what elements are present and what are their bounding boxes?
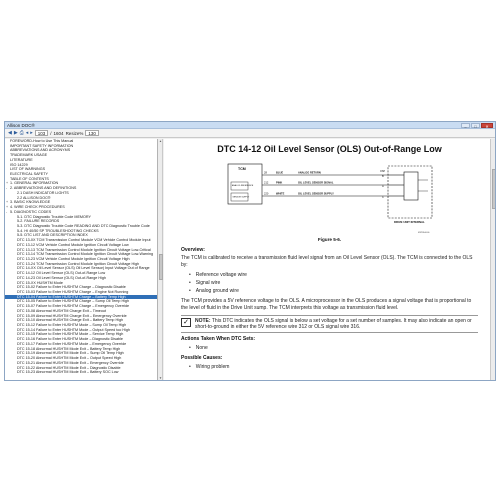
document-scroll-thumb[interactable] <box>492 169 496 209</box>
toc-item-label: DTC 15-10 Abnormal HUSHTM Charge Exit – Battery Temp High <box>17 318 124 323</box>
window-title: Allison DOC® <box>7 122 35 128</box>
toc-item-label: LITERATURE <box>10 157 33 162</box>
sensor-supply-label: SENSOR SUPPLY <box>232 196 250 199</box>
scroll-up-icon[interactable]: ▲ <box>159 139 162 143</box>
pin-letter-1: B <box>382 175 384 178</box>
next-page-icon[interactable]: ▸ <box>30 130 33 136</box>
close-button[interactable]: ✕ <box>481 123 493 128</box>
toc-item-label: DTC 15-04 Failure to Enter HUSHTM Charge – Battery Temp High <box>17 294 126 299</box>
toc-item-label: 2.1 DASH INDICATOR LIGHTS <box>17 190 69 195</box>
toolbar <box>5 129 495 138</box>
toc-item-label: DTC 15-16 Failure to Enter HUSHTM Mode – Diagnostic Disable <box>17 337 123 342</box>
expand-toggle-icon[interactable]: + <box>6 205 9 210</box>
scroll-down-icon[interactable]: ▼ <box>159 376 162 380</box>
toc-item-label: TABLE OF CONTENTS <box>10 176 49 181</box>
oil-level-sensor-box <box>404 172 418 200</box>
note-block <box>181 315 478 333</box>
wire-color-1: BLUE <box>276 171 284 175</box>
page-number-input[interactable]: 103 <box>35 130 49 136</box>
toc-item-label: DTC 15-03 Failure to Enter HUSHTM Charge – Engine Not Running <box>17 290 129 294</box>
toc-item-label: DTC 15-20 Abnormal HUSHTM Mode Exit – Output Speed High <box>17 356 122 361</box>
toc-item-label: DTC 14-XX Oil Level Sensor (OLS) Oil Level Sensor) Input Voltage Out of Range <box>17 266 150 271</box>
wire-pin-1: 28 <box>264 171 267 175</box>
figure-caption: Figure 5-6. <box>317 237 342 242</box>
toc-item-label: 3. BASIC KNOWLEDGE <box>10 200 51 205</box>
wire-signal-3: OIL LEVEL SENSOR SUPPLY <box>298 192 334 196</box>
toc-item-label: TRADEMARK USAGE <box>10 153 48 158</box>
toc-item-label: IMPORTANT SAFETY INFORMATION <box>10 143 74 148</box>
toc-item-label: DTC 15-09 Abnormal HUSHTM Charge Exit – Emergency Override <box>17 313 127 318</box>
actions-heading: Actions Taken When DTC Sets: <box>181 336 256 342</box>
wire-color-3: WHITE <box>276 192 285 196</box>
app-window <box>4 121 496 381</box>
note-text: This DTC indicates the OLS signal is below a set voltage for a set number of samples. It may also indicate an open or short-to-ground in either the 5V reference wire 312 or OLS signal wire 316. <box>195 318 472 330</box>
toc-scrollbar[interactable] <box>158 139 163 381</box>
toc-item-label: DTC 15-23 Abnormal HUSHTM Mode Exit – Battery SOC Low <box>17 370 119 375</box>
toc-item-label: DTC 13-14 TCM Transmission Control Module Ignition Circuit Voltage Low-Warning <box>17 252 154 257</box>
zoom-label: Resize% <box>65 130 84 136</box>
pin-letter-2: A <box>382 185 384 188</box>
minimize-button[interactable]: – <box>461 123 470 128</box>
actions-list <box>189 344 478 352</box>
toc-item-label: 5. DIAGNOSTIC CODES <box>10 209 52 214</box>
toc-item-label: DTC 13-23 VCM Vehicle Control Module Ignition Circuit Voltage High <box>17 256 130 261</box>
wire-color-2: PINK <box>276 181 283 185</box>
toc-item-label: 1. GENERAL INFORMATION <box>10 181 59 186</box>
toc-item-label: DTC 13-13 TCM Transmission Control Module Ignition Circuit Voltage Low-Critical <box>17 247 151 252</box>
toc-item-label: DTC 15-22 Abnormal HUSHTM Mode Exit – Diagnostic Disable <box>17 365 121 370</box>
toc-item-label: DTC 15-18 Abnormal HUSHTM Mode Exit – Battery Temp High <box>17 346 121 351</box>
page-separator: / <box>50 130 52 136</box>
wire-signal-1: ANALOG RETURN <box>298 171 321 175</box>
wiring-diagram <box>222 158 437 236</box>
toc-item-label: DTC 15-02 Failure to Enter HUSHTM Charge – Diagnostic Disable <box>17 285 126 290</box>
toc-item-label: DTC 15-15 Failure to Enter HUSHTM Mode – Service Temp High <box>17 332 124 337</box>
toc-item-label: FOREWORD-How to Use This Manual <box>10 139 74 143</box>
checkbox-note-icon: ✓ <box>181 318 191 327</box>
wire-signal-2: OIL LEVEL SENSOR SIGNAL <box>298 181 334 185</box>
toc-item-label: DTC 13-0X TCM Transmission Control Module VCM Vehicle Control Module Input <box>17 238 151 243</box>
overview-text-2: The TCM provides a 5V reference voltage to the OLS. A microprocessor in the OLS produces a signal voltage that is proportional to the level of fluid in the Drive Unit sump. The TCM interprets this voltage as transmission fluid level. <box>181 298 472 311</box>
toc-item-label: 5-5. DTC LIST AND DESCRIPTION INDEX <box>17 233 88 238</box>
list-item: • Reference voltage wire <box>189 271 478 279</box>
list-item: • Signal wire <box>189 279 478 287</box>
toc-item-label: ELECTRICAL SAFETY <box>10 172 48 177</box>
toc-item-label: 5-1. DTC Diagnostic Trouble Code MEMORY <box>17 214 91 219</box>
toc-item-label: DTC 15-19 Abnormal HUSHTM Mode Exit – Sump Oil Temp High <box>17 351 124 356</box>
toc-item-label: DTC 15-08 Abnormal HUSHTM Charge Exit – Timeout <box>17 308 106 313</box>
list-item: • None <box>189 344 478 352</box>
toc-item-label: 2.2 ALLISON DOC® <box>17 195 51 200</box>
print-icon[interactable]: ⎙ <box>19 130 24 136</box>
toc-item-label: DTC 13-12 VCM Vehicle Control Module Ignition Circuit Voltage Low <box>17 242 129 247</box>
overview-heading: Overview: <box>181 247 205 253</box>
list-item: • Wiring problem <box>189 363 478 371</box>
toc-item-label: DTC 15-17 Failure to Enter HUSHTM Mode – Emergency Override <box>17 341 127 346</box>
forward-icon[interactable]: ▶ <box>13 130 18 136</box>
toc-item-label: DTC 15-05 Failure to Enter HUSHTM Charge – Sump Oil Temp High <box>17 299 130 304</box>
toc-item-label: 5-4. HI 40/50 SP TROUBLESHOOTING CHECKS <box>17 228 99 233</box>
toc-item-label: ISO 14229 <box>10 162 28 167</box>
document-scrollbar[interactable] <box>490 139 496 381</box>
list-item: • Analog ground wire <box>189 287 478 295</box>
part-code: V07126.00.00 <box>418 232 430 234</box>
expand-toggle-icon[interactable]: + <box>6 181 9 186</box>
zoom-input[interactable]: 130 <box>85 130 99 136</box>
causes-list <box>189 363 478 371</box>
wire-pin-2: 212 <box>264 181 269 185</box>
maximize-button[interactable]: □ <box>471 123 480 128</box>
analog-ref-label: ANALOG REFERENCE <box>232 185 254 187</box>
back-icon[interactable]: ◀ <box>8 130 12 136</box>
toc-item-label: ABBREVIATIONS AND ACRONYMS <box>10 148 71 153</box>
toc-item-label: 5-3. DTC Diagnostic Trouble Code READING AND DTC Diagnostic Trouble Code <box>17 223 150 228</box>
drive-unit-box <box>388 166 432 218</box>
toc-item-label: 4. WIRE CHECK PROCEDURES <box>10 205 65 210</box>
connector-id: OSP <box>380 170 386 173</box>
toc-item-label: 5-2. FAILURE RECORDS <box>17 219 60 224</box>
toc-item-label: DTC 15-07 Failure to Enter HUSHTM Charge – Emergency Override <box>17 304 130 309</box>
toc-item-label: DTC 15-XX HUSHTM Mode <box>17 280 63 285</box>
tcm-label: TCM <box>238 167 246 171</box>
drive-unit-label: DRIVE UNIT INTERNAL <box>394 220 425 224</box>
toc-item-label: DTC 15-12 Failure to Enter HUSHTM Mode – Sump Oil Temp High <box>17 323 127 328</box>
toc-item-label: 2. ABBREVIATIONS AND DEFINITIONS <box>10 186 77 191</box>
expand-toggle-icon[interactable]: - <box>6 209 8 214</box>
toc-item-label: LIST OF WARNINGS <box>10 167 46 172</box>
note-label: NOTE: <box>195 318 211 324</box>
expand-toggle-icon[interactable]: + <box>6 200 9 205</box>
prev-page-icon[interactable]: ◂ <box>25 130 29 136</box>
expand-toggle-icon[interactable]: - <box>6 186 8 191</box>
overview-text: The TCM is calibrated to receive a transmission fluid level signal from an Oil Level Sensor (OLS). The TCM is connected to the OLS by: <box>181 255 473 268</box>
table-of-contents-panel <box>5 139 158 381</box>
toc-item-label: DTC 14-23 Oil Level Sensor (OLS) Out-of-Range High <box>17 275 106 280</box>
overview-list <box>189 271 478 295</box>
causes-heading: Possible Causes: <box>181 355 223 361</box>
wire-pin-3: 220 <box>264 192 269 196</box>
pin-letter-3: C <box>382 196 384 199</box>
page-total: 1604 <box>53 130 64 136</box>
toc-item-label: DTC 15-14 Failure to Enter HUSHTM Mode – Output Speed too High <box>17 327 130 332</box>
toc-item-label: DTC 13-24 TCM Transmission Control Module Ignition Circuit Voltage High <box>17 261 140 266</box>
toc-item[interactable] <box>5 370 157 375</box>
toc-item-label: DTC 14-12 Oil Level Sensor (OLS) Out-of-Range Low <box>17 271 106 276</box>
toc-item-label: DTC 15-21 Abnormal HUSHTM Mode Exit – Emergency Override <box>17 360 124 365</box>
toc-scroll-thumb[interactable] <box>159 254 163 280</box>
title-bar[interactable] <box>5 122 495 129</box>
page-title: DTC 14-12 Oil Level Sensor (OLS) Out-of-Range Low <box>217 144 442 154</box>
document-view <box>164 139 490 381</box>
